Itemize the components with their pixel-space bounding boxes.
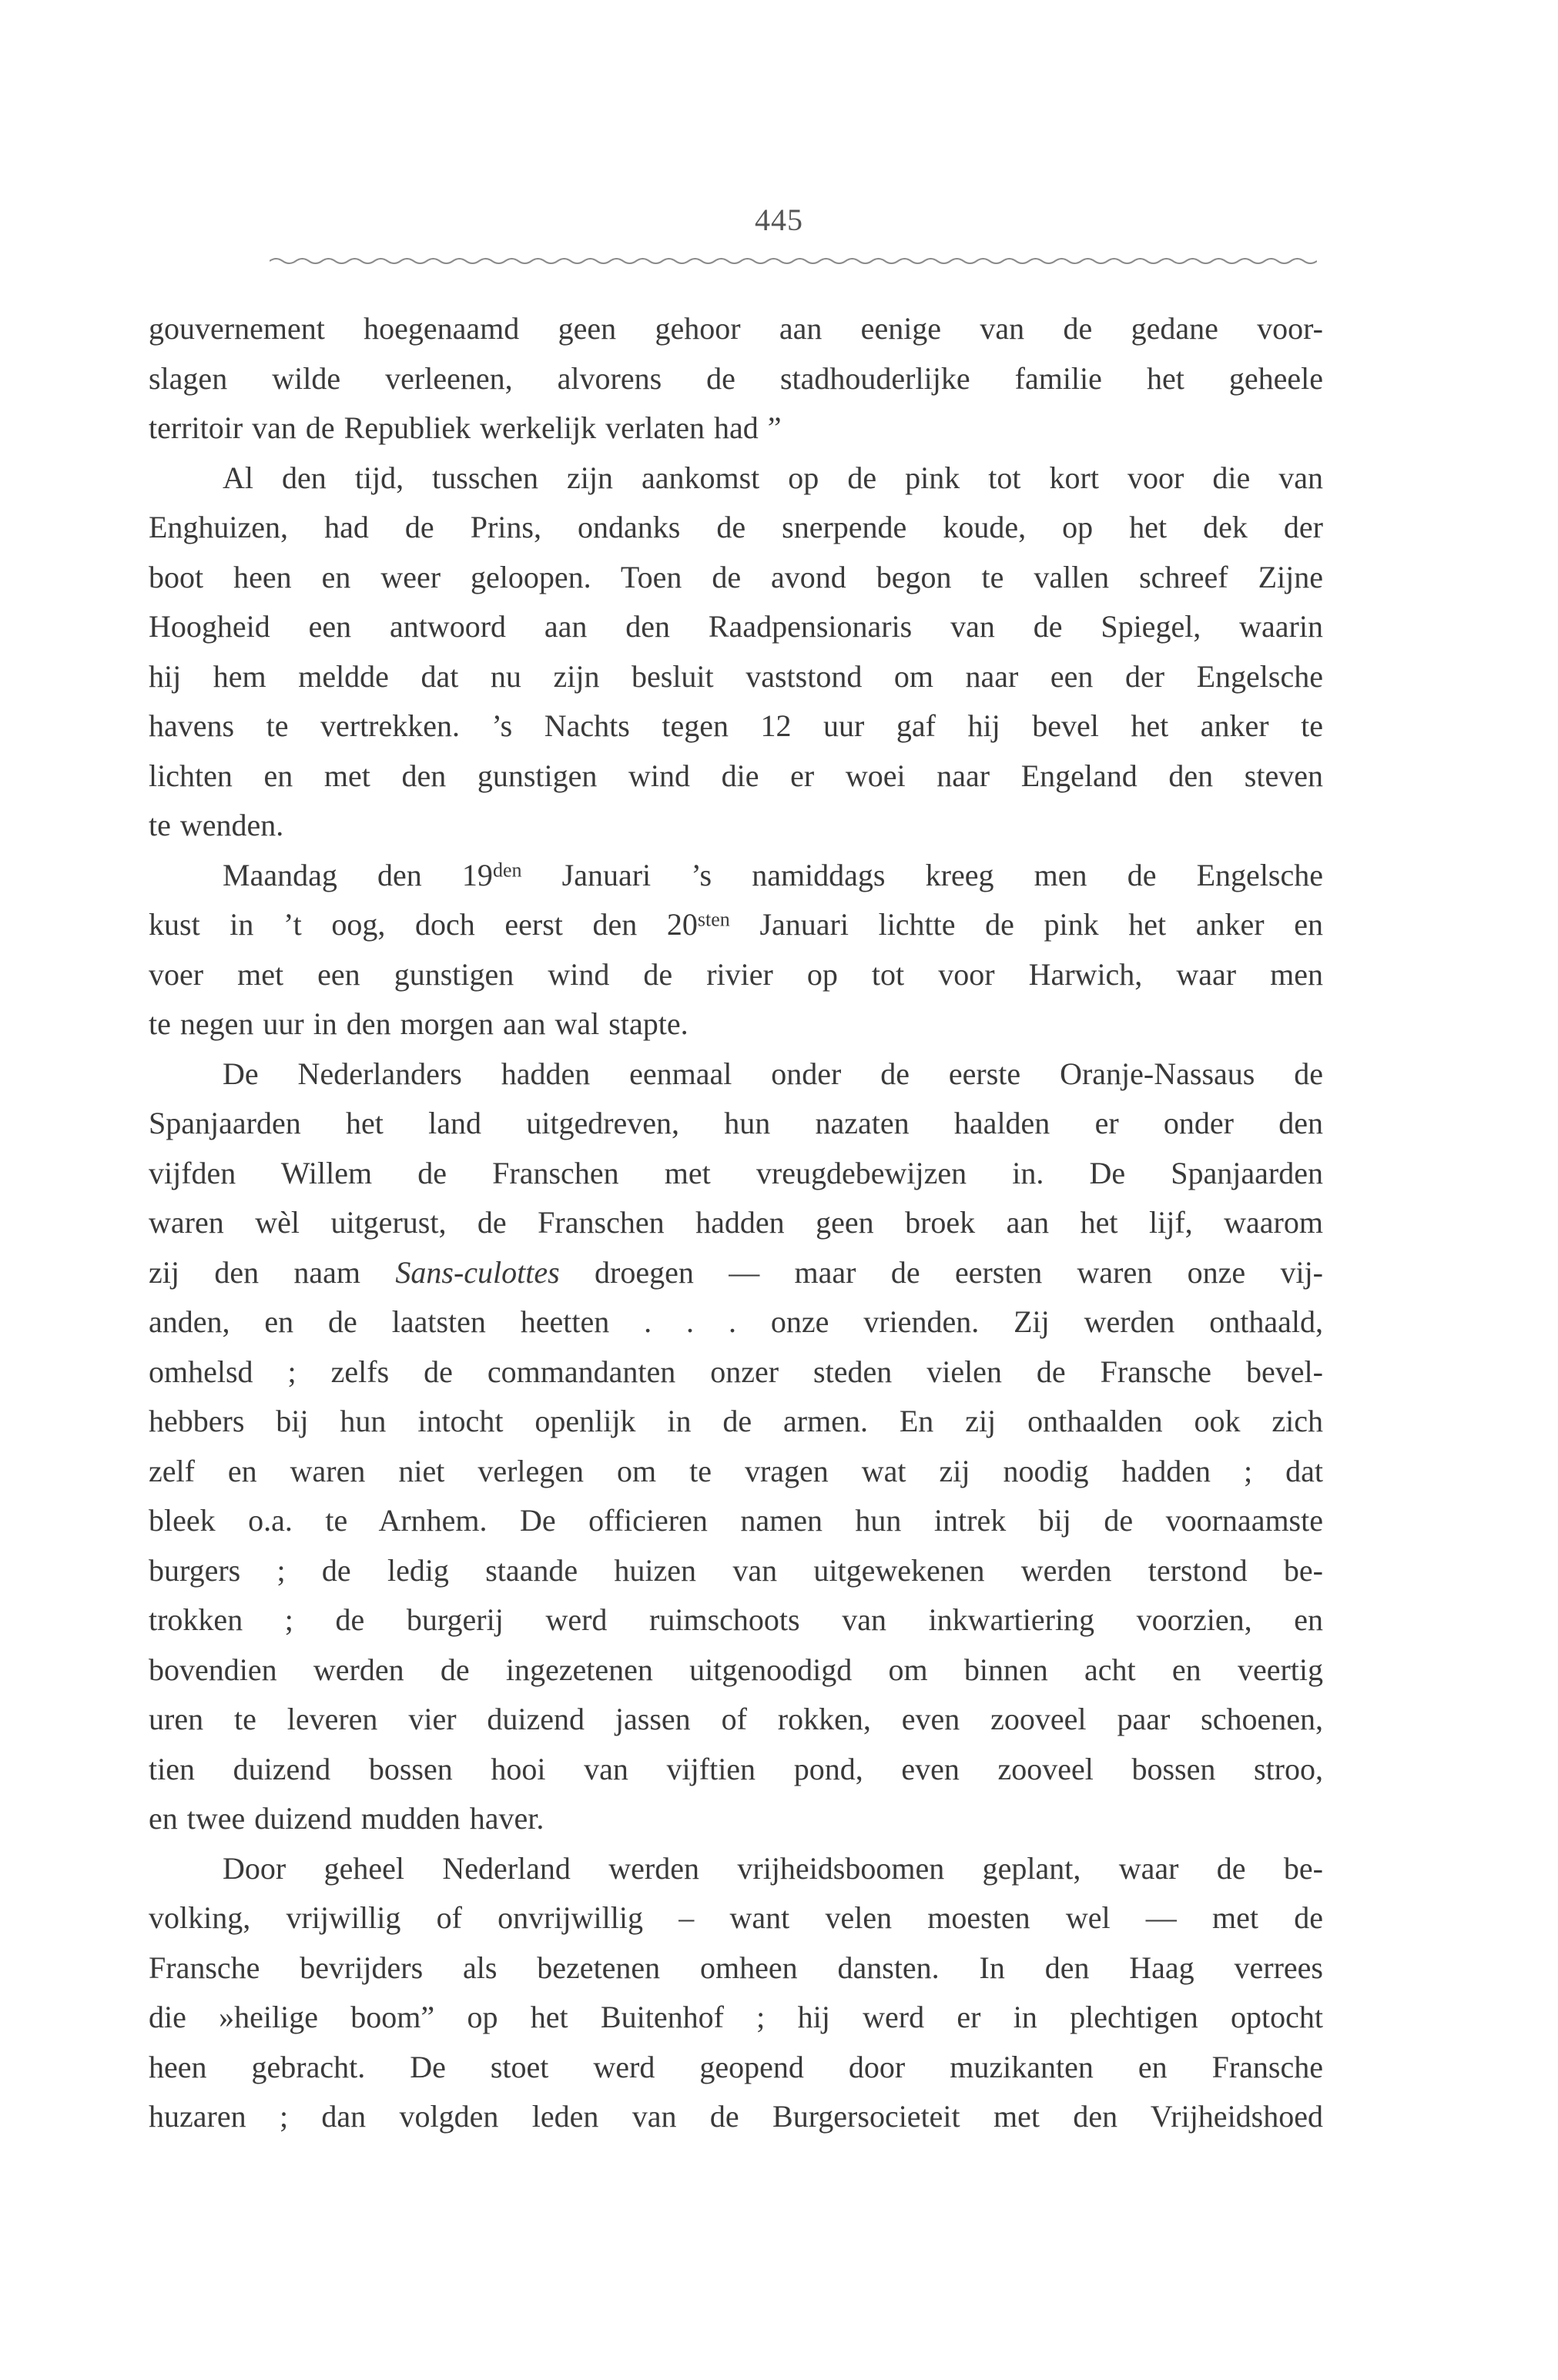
text-segment: Maandag den 19 [223,857,493,892]
text-line: havens te vertrekken. ’s Nachts tegen 12 uur gaf hij bevel het anker te [149,708,1323,743]
text-line: waren wèl uitgerust, de Franschen hadden geen broek aan het lijf, waarom [149,1205,1323,1240]
text-line: bovendien werden de ingezetenen uitgenoodigd om binnen acht en veertig [149,1652,1323,1687]
text-line: De Nederlanders hadden eenmaal onder de eerste Oranje-Nassaus de [223,1056,1323,1091]
text-line: burgers ; de ledig staande huizen van uitgewekenen werden terstond be- [149,1552,1323,1588]
text-line: trokken ; de burgerij werd ruimschoots van inkwartiering voorzien, en [149,1602,1323,1637]
text-line: uren te leveren vier duizend jassen of rokken, even zooveel paar schoenen, [149,1702,1323,1736]
italic-term: Sans-culottes [395,1254,560,1290]
ordinal-suffix: sten [697,908,730,931]
text-segment: droegen — maar de eersten waren onze vij- [559,1254,1323,1290]
text-line [149,1248,1323,1298]
text-line: hebbers bij hun intocht openlijk in de armen. En zij onthaalden ook zich [149,1404,1323,1438]
text-line: voer met een gunstigen wind de rivier op tot voor Harwich, waar men [149,956,1323,992]
text-line: vijfden Willem de Franschen met vreugdebewijzen in. De Spanjaarden [149,1155,1323,1190]
text-line: slagen wilde verleenen, alvorens de stadhouderlijke familie het geheele [149,360,1323,396]
text-line: die »heilige boom” op het Buitenhof ; hij werd er in plechtigen optocht [149,2000,1323,2034]
text-line: boot heen en weer geloopen. Toen de avond begon te vallen schreef Zijne [149,559,1323,594]
text-line: anden, en de laatsten heetten . . . onze vrienden. Zij werden onthaald, [149,1304,1323,1339]
text-line: volking, vrijwillig of onvrijwillig – want velen moesten wel — met de [149,1900,1323,1935]
text-segment: Januari ’s namiddags kreeg men de Engelsche [521,857,1323,892]
text-segment: kust in ’t oog, doch eerst den 20 [149,907,698,942]
text-line: bleek o.a. te Arnhem. De officieren namen hun intrek bij de voornaamste [149,1503,1323,1538]
text-segment: Januari lichtte de pink het anker en [729,907,1323,942]
text-line: gouvernement hoegenaamd geen gehoor aan eenige van de gedane voor- [149,311,1323,346]
text-line: Fransche bevrijders als bezetenen omheen dansten. In den Haag verrees [149,1950,1323,1985]
text-line: Al den tijd, tusschen zijn aankomst op de pink tot kort voor die van [223,460,1323,495]
text-line [149,851,1323,901]
text-line: Door geheel Nederland werden vrijheidsboomen geplant, waar de be- [223,1850,1323,1886]
text-segment: zij den naam [149,1254,396,1290]
text-line: territoir van de Republiek werkelijk verlaten had ” [149,410,782,445]
text-line: tien duizend bossen hooi van vijftien pond, even zooveel bossen stroo, [149,1751,1323,1786]
text-line: omhelsd ; zelfs de commandanten onzer steden vielen de Fransche bevel- [149,1354,1323,1389]
wavy-rule [270,256,1317,266]
text-line: lichten en met den gunstigen wind die er woei naar Engeland den steven [149,758,1323,793]
text-line: te negen uur in den morgen aan wal stapte. [149,1006,689,1041]
page-number: 445 [755,203,803,237]
text-line: te wenden. [149,808,284,842]
ordinal-suffix: den [492,858,522,881]
text-line [149,900,1323,950]
text-line: Spanjaarden het land uitgedreven, hun nazaten haalden er onder den [149,1106,1323,1140]
text-line: Enghuizen, had de Prins, ondanks de snerpende koude, op het dek der [149,510,1323,544]
body-text [149,304,1323,2142]
text-line: heen gebracht. De stoet werd geopend door muzikanten en Fransche [149,2049,1323,2084]
text-line: hij hem meldde dat nu zijn besluit vaststond om naar een der Engelsche [149,658,1323,694]
text-line: Hoogheid een antwoord aan den Raadpensionaris van de Spiegel, waarin [149,609,1323,644]
text-line: en twee duizend mudden haver. [149,1801,544,1836]
text-line: huzaren ; dan volgden leden van de Burgersocieteit met den Vrijheidshoed [149,2099,1323,2134]
text-line: zelf en waren niet verlegen om te vragen wat zij noodig hadden ; dat [149,1453,1323,1488]
